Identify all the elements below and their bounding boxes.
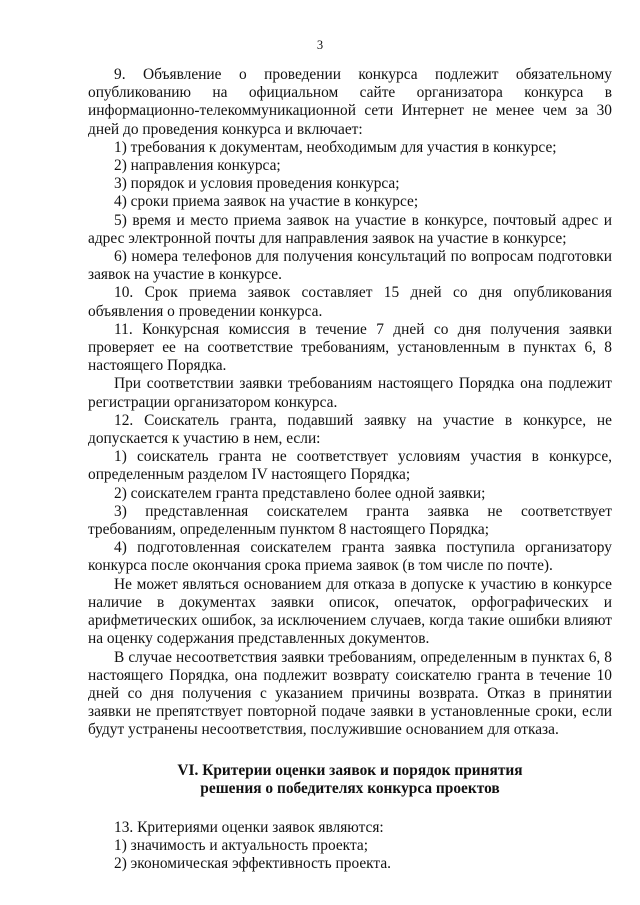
paragraph: 10. Срок приема заявок составляет 15 дней со дня опубликования объявления о проведении конкурса.	[88, 284, 612, 320]
paragraph: 12. Соискатель гранта, подавший заявку на участие в конкурсе, не допускается к участию в нем, если:	[88, 411, 612, 448]
document-body	[88, 66, 612, 873]
list-item: 5) время и место приема заявок на участие в конкурсе, почтовый адрес и адрес электронной почты для направления заявок на участие в конкурсе;	[88, 211, 612, 247]
page-number: 3	[316, 38, 324, 52]
list-item: 1) требования к документам, необходимым для участия в конкурсе;	[114, 138, 557, 156]
list-item: 1) соискатель гранта не соответствует условиям участия в конкурсе, определенным разделом IV настоящего Порядка;	[88, 448, 612, 484]
list-item: 2) экономическая эффективность проекта.	[114, 854, 392, 872]
list-item: 1) значимость и актуальность проекта;	[114, 836, 368, 854]
list-item: 2) соискателем гранта представлено более одной заявки;	[114, 484, 486, 502]
section-heading-line: VI. Критерии оценки заявок и порядок принятия	[177, 761, 523, 779]
paragraph: При соответствии заявки требованиям настоящего Порядка она подлежит регистрации организатором конкурса.	[88, 375, 612, 411]
paragraph: 11. Конкурсная комиссия в течение 7 дней со дня получения заявки проверяет ее на соответствие требованиям, установленным в пунктах 6, 8 настоящего Порядка.	[88, 320, 612, 375]
paragraph: Не может являться основанием для отказа в допуске к участию в конкурсе наличие в документах заявки описок, опечаток, орфографических и арифметических ошибок, за исключением случаев, когда такие ошибки влияют на оценку содержания представленных документов.	[88, 575, 612, 648]
paragraph: 9. Объявление о проведении конкурса подлежит обязательному опубликованию на официальном сайте организатора конкурса в информационно-телекоммуникационной сети Интернет не менее чем за 30 дней до проведения конкурса и включает:	[88, 66, 612, 138]
list-item: 6) номера телефонов для получения консультаций по вопросам подготовки заявок на участие в конкурсе.	[88, 248, 612, 284]
list-item: 4) подготовленная соискателем гранта заявка поступила организатору конкурса после окончания срока приема заявок (в том числе по почте).	[88, 539, 612, 575]
list-item: 3) порядок и условия проведения конкурса;	[114, 175, 400, 193]
list-item: 2) направления конкурса;	[114, 157, 281, 175]
section-heading	[88, 762, 612, 799]
list-item: 3) представленная соискателем гранта заявка не соответствует требованиям, определенным пунктом 8 настоящего Порядка;	[88, 502, 612, 539]
section-heading-line: решения о победителях конкурса проектов	[200, 780, 500, 798]
paragraph: 13. Критериями оценки заявок являются:	[114, 818, 384, 836]
paragraph: В случае несоответствия заявки требованиям, определенным в пунктах 6, 8 настоящего Порядка, она подлежит возврату соискателю гранта в течение 10 дней со дня получения с указанием причины возврата. Отказ в принятии заявки не препятствует повторной подаче заявки в установленные сроки, если будут устранены несоответствия, послужившие основанием для отказа.	[88, 648, 612, 739]
list-item: 4) сроки приема заявок на участие в конкурсе;	[114, 193, 419, 211]
